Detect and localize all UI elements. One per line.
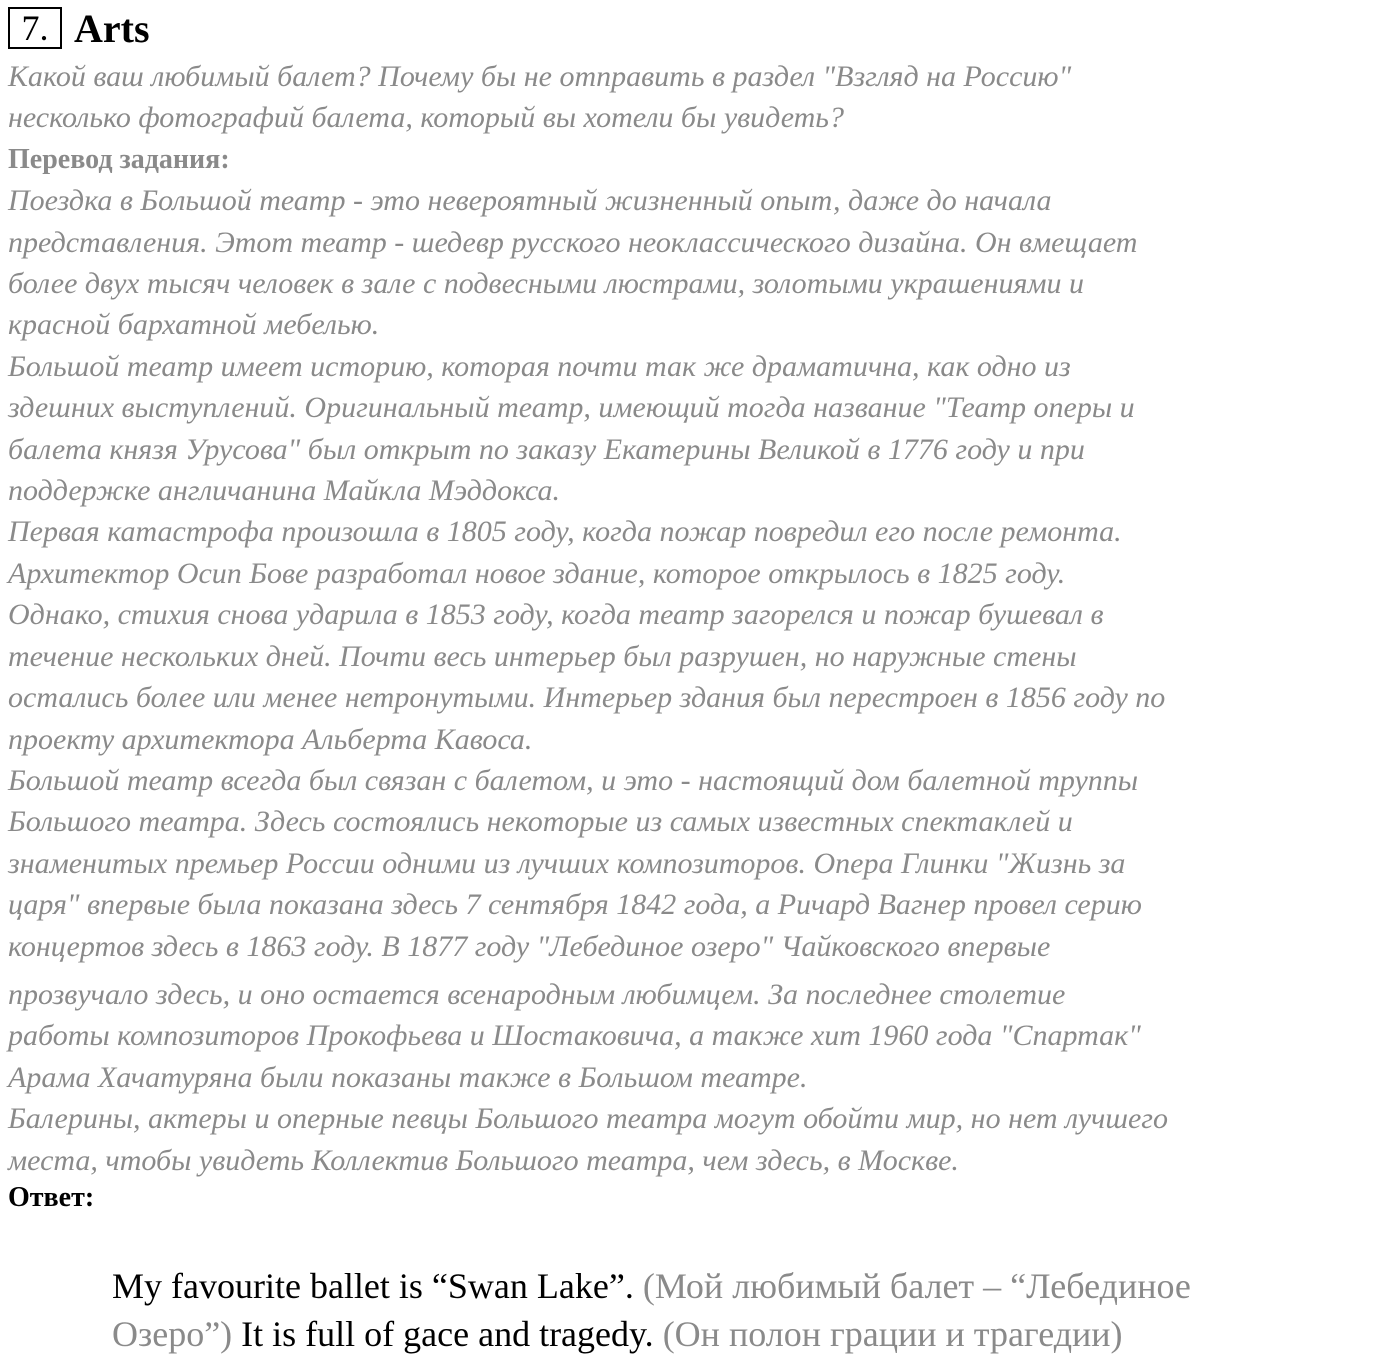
- task-text: [8, 56, 1400, 1181]
- exercise-title: Arts: [74, 5, 150, 51]
- translation-line: Большой театр всегда был связан с балетом, и это - настоящий дом балетной труппы: [8, 763, 1139, 797]
- translation-line: Большой театр имеет историю, которая почти так же драматична, как одно из: [8, 349, 1071, 383]
- translation-line: концертов здесь в 1863 году. В 1877 году "Лебединое озеро" Чайковского впервые: [8, 929, 1051, 963]
- translation-line: царя" впервые была показана здесь 7 сентября 1842 года, а Ричард Вагнер провел серию: [8, 888, 1142, 922]
- translation-line: Архитектор Осип Бове разработал новое здание, которое открылось в 1825 году.: [8, 556, 1066, 590]
- translation-line: поддержке англичанина Майкла Мэддокса.: [8, 474, 560, 508]
- translation-line: Однако, стихия снова ударила в 1853 году, когда театр загорелся и пожар бушевал в: [8, 598, 1104, 632]
- translation-line: течение нескольких дней. Почти весь интерьер был разрушен, но наружные стены: [8, 639, 1077, 673]
- translation-line: места, чтобы увидеть Коллектив Большого театра, чем здесь, в Москве.: [8, 1143, 959, 1177]
- translation-label: Перевод задания:: [8, 143, 230, 175]
- translation-line: Первая катастрофа произошла в 1805 году, когда пожар повредил его после ремонта.: [8, 515, 1122, 549]
- answer-line: [112, 1310, 1392, 1358]
- translation-line: Большого театра. Здесь состоялись некоторые из самых известных спектаклей и: [8, 805, 1073, 839]
- translation-line: остались более или менее нетронутыми. Интерьер здания был перестроен в 1856 году по: [8, 681, 1166, 715]
- translation-line: здешних выступлений. Оригинальный театр, имеющий тогда название "Театр оперы и: [8, 391, 1135, 425]
- translation-line: знаменитых премьер России одними из лучших композиторов. Опера Глинки "Жизнь за: [8, 846, 1126, 880]
- translation-line: более двух тысяч человек в зале с подвесными люстрами, золотыми украшениями и: [8, 267, 1085, 301]
- translation-line: Поездка в Большой театр - это невероятный жизненный опыт, даже до начала: [8, 184, 1052, 218]
- answer-russian: (Он полон грации и трагедии): [653, 1314, 1123, 1354]
- translation-line: представления. Этот театр - шедевр русского неоклассического дизайна. Он вмещает: [8, 225, 1138, 259]
- answer-english: It is full of gace and tragedy.: [232, 1314, 654, 1354]
- translation-line: проекту архитектора Альберта Кавоса.: [8, 722, 533, 756]
- translation-line: Арама Хачатуряна были показаны также в Большом театре.: [8, 1060, 808, 1094]
- answer-russian: Озеро”): [112, 1314, 233, 1354]
- exercise-number: 7.: [8, 7, 62, 49]
- translation-line: красной бархатной мебелью.: [8, 308, 380, 342]
- translation-line: работы композиторов Прокофьева и Шостаковича, а также хит 1960 года "Спартак": [8, 1019, 1141, 1053]
- translation-line: Балерины, актеры и оперные певцы Большого театра могут обойти мир, но нет лучшего: [8, 1102, 1169, 1136]
- answer-line: [112, 1262, 1392, 1310]
- answer-text: [112, 1262, 1392, 1358]
- question-line: несколько фотографий балета, который вы хотели бы увидеть?: [8, 101, 844, 135]
- translation-line: балета князя Урусова" был открыт по заказу Екатерины Великой в 1776 году и при: [8, 432, 1085, 466]
- question-line: Какой ваш любимый балет? Почему бы не отправить в раздел "Взгляд на Россию": [8, 60, 1072, 93]
- answer-label: Ответ:: [8, 1182, 95, 1213]
- translation-line: прозвучало здесь, и оно остается всенародным любимцем. За последнее столетие: [8, 977, 1066, 1011]
- answer-english: My favourite ballet is “Swan Lake”.: [112, 1266, 634, 1306]
- exercise-header: [8, 6, 150, 50]
- answer-russian: (Мой любимый балет – “Лебединое: [633, 1266, 1191, 1306]
